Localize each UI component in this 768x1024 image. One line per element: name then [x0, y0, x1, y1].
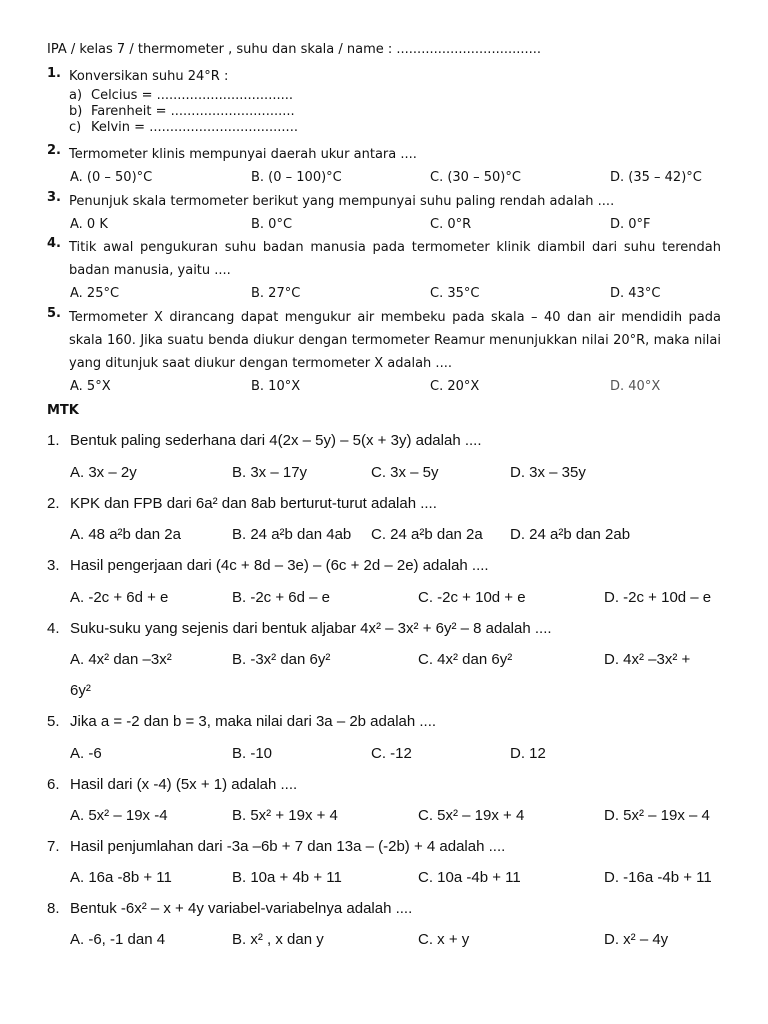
option-c: C. 5x² – 19x + 4 — [418, 807, 525, 824]
option-a: A. 5°X — [70, 379, 111, 394]
option-b: B. 10a + 4b + 11 — [232, 869, 342, 886]
option-d: D. 5x² – 19x – 4 — [604, 807, 710, 824]
answer-options — [70, 807, 730, 827]
question-number: 2. — [47, 143, 61, 158]
ipa-question-2 — [47, 143, 721, 166]
sub-question: c) Kelvin = .................................... — [69, 120, 298, 135]
option-b: B. -10 — [232, 745, 273, 762]
option-d: D. 40°X — [610, 379, 661, 394]
option-c: C. -12 — [371, 745, 412, 762]
option-c: C. 10a -4b + 11 — [418, 869, 521, 886]
option-a: A. 3x – 2y — [70, 464, 137, 481]
option-c: C. 4x² dan 6y² — [418, 651, 513, 668]
option-a: A. -6 — [70, 745, 102, 762]
option-c: C. 24 a²b dan 2a — [371, 526, 483, 543]
question-text: KPK dan FPB dari 6a² dan 8ab berturut-turut adalah .... — [70, 495, 437, 512]
option-b: B. 0°C — [251, 217, 293, 232]
answer-options — [70, 526, 730, 546]
question-number: 5. — [47, 306, 61, 321]
option-a: A. 48 a²b dan 2a — [70, 526, 181, 543]
answer-options — [70, 869, 730, 889]
option-d: D. -16a -4b + 11 — [604, 869, 712, 886]
option-a: A. 5x² – 19x -4 — [70, 807, 168, 824]
question-number: 7. — [47, 838, 60, 855]
answer-options — [70, 651, 730, 671]
ipa-question-3 — [47, 190, 721, 213]
mtk-question-5 — [47, 713, 436, 730]
mtk-question-6 — [47, 776, 297, 793]
answer-options — [70, 464, 730, 484]
question-text: Titik awal pengukuran suhu badan manusia pada termometer klinik diambil dari suhu terendah badan manusia, yaitu .... — [69, 240, 721, 278]
option-b: B. 3x – 17y — [232, 464, 308, 481]
mtk-question-8 — [47, 900, 412, 917]
answer-options — [70, 286, 730, 306]
question-text: Hasil penjumlahan dari -3a –6b + 7 dan 13a – (-2b) + 4 adalah .... — [70, 838, 506, 855]
sub-question: b) Farenheit = .............................. — [69, 104, 295, 119]
option-d: D. 3x – 35y — [510, 464, 586, 481]
question-text: Jika a = -2 dan b = 3, maka nilai dari 3a – 2b adalah .... — [70, 713, 437, 730]
question-number: 3. — [47, 557, 60, 574]
option-c: C. (30 – 50)°C — [430, 170, 521, 185]
option-b: B. x² , x dan y — [232, 931, 324, 948]
option-d: D. -2c + 10d – e — [604, 589, 712, 606]
option-c: C. -2c + 10d + e — [418, 589, 526, 606]
ipa-question-4 — [47, 236, 721, 282]
mtk-question-4 — [47, 620, 552, 637]
option-d: D. x² – 4y — [604, 931, 669, 948]
question-number: 8. — [47, 900, 60, 917]
option-a: A. -2c + 6d + e — [70, 589, 169, 606]
question-text: Suku-suku yang sejenis dari bentuk aljabar 4x² – 3x² + 6y² – 8 adalah .... — [70, 620, 552, 637]
answer-options — [70, 379, 730, 399]
question-number: 2. — [47, 495, 60, 512]
option-b: B. 5x² + 19x + 4 — [232, 807, 338, 824]
answer-options — [70, 217, 730, 237]
mtk-question-7 — [47, 838, 505, 855]
option-b: B. 10°X — [251, 379, 301, 394]
mtk-question-1 — [47, 432, 482, 449]
answer-options — [70, 745, 730, 765]
question-number: 4. — [47, 620, 60, 637]
mtk-question-3 — [47, 557, 489, 574]
question-text: Bentuk paling sederhana dari 4(2x – 5y) – 5(x + 3y) adalah .... — [70, 432, 482, 449]
option-d: D. 24 a²b dan 2ab — [510, 526, 631, 543]
question-text: Hasil dari (x -4) (5x + 1) adalah .... — [70, 776, 298, 793]
sub-question: a) Celcius = ................................. — [69, 88, 293, 103]
question-number: 5. — [47, 713, 60, 730]
answer-options — [70, 170, 730, 190]
option-d: D. 0°F — [610, 217, 651, 232]
answer-options — [70, 931, 730, 951]
question-text: Konversikan suhu 24°R : — [69, 69, 229, 84]
question-number: 1. — [47, 66, 61, 81]
question-text: Hasil pengerjaan dari (4c + 8d – 3e) – (6c + 2d – 2e) adalah .... — [70, 557, 489, 574]
option-c: C. 35°C — [430, 286, 480, 301]
option-c: C. 3x – 5y — [371, 464, 439, 481]
answer-option-wrap — [70, 682, 730, 702]
option-a: A. 25°C — [70, 286, 120, 301]
question-text: Termometer klinis mempunyai daerah ukur antara .... — [69, 147, 417, 162]
option-d: D. 4x² –3x² + — [604, 651, 691, 668]
option-d: D. 12 — [510, 745, 546, 762]
section-title-mtk: MTK — [47, 403, 79, 418]
sub-question-list — [69, 88, 721, 136]
answer-options — [70, 589, 730, 609]
option-b: B. -2c + 6d – e — [232, 589, 330, 606]
option-a: A. -6, -1 dan 4 — [70, 931, 166, 948]
option-a: A. (0 – 50)°C — [70, 170, 153, 185]
question-number: 1. — [47, 432, 60, 449]
ipa-question-1 — [47, 66, 721, 136]
ipa-question-5 — [47, 306, 721, 375]
option-d: D. (35 – 42)°C — [610, 170, 702, 185]
option-a: A. 4x² dan –3x² — [70, 651, 172, 668]
option-a: A. 16a -8b + 11 — [70, 869, 172, 886]
option-c: C. 20°X — [430, 379, 480, 394]
option-b: B. -3x² dan 6y² — [232, 651, 331, 668]
option-b: B. 27°C — [251, 286, 301, 301]
question-text: Termometer X dirancang dapat mengukur air membeku pada skala – 40 dan air mendidih pada skala 160. Jika suatu benda diukur dengan termometer Reamur menunjukkan nilai 20°R, maka nilai yang ditunjuk saat diukur dengan termometer X adalah .... — [69, 310, 721, 371]
question-number: 3. — [47, 190, 61, 205]
question-number: 6. — [47, 776, 60, 793]
option-d-continuation: 6y² — [70, 682, 91, 699]
question-text: Penunjuk skala termometer berikut yang mempunyai suhu paling rendah adalah .... — [69, 194, 615, 209]
option-a: A. 0 K — [70, 217, 108, 232]
option-b: B. 24 a²b dan 4ab — [232, 526, 352, 543]
mtk-question-2 — [47, 495, 437, 512]
question-number: 4. — [47, 236, 61, 251]
option-b: B. (0 – 100)°C — [251, 170, 342, 185]
question-text: Bentuk -6x² – x + 4y variabel-variabelnya adalah .... — [70, 900, 413, 917]
worksheet-header: IPA / kelas 7 / thermometer , suhu dan skala / name : ................................... — [47, 42, 542, 57]
option-c: C. 0°R — [430, 217, 472, 232]
option-c: C. x + y — [418, 931, 470, 948]
option-d: D. 43°C — [610, 286, 661, 301]
